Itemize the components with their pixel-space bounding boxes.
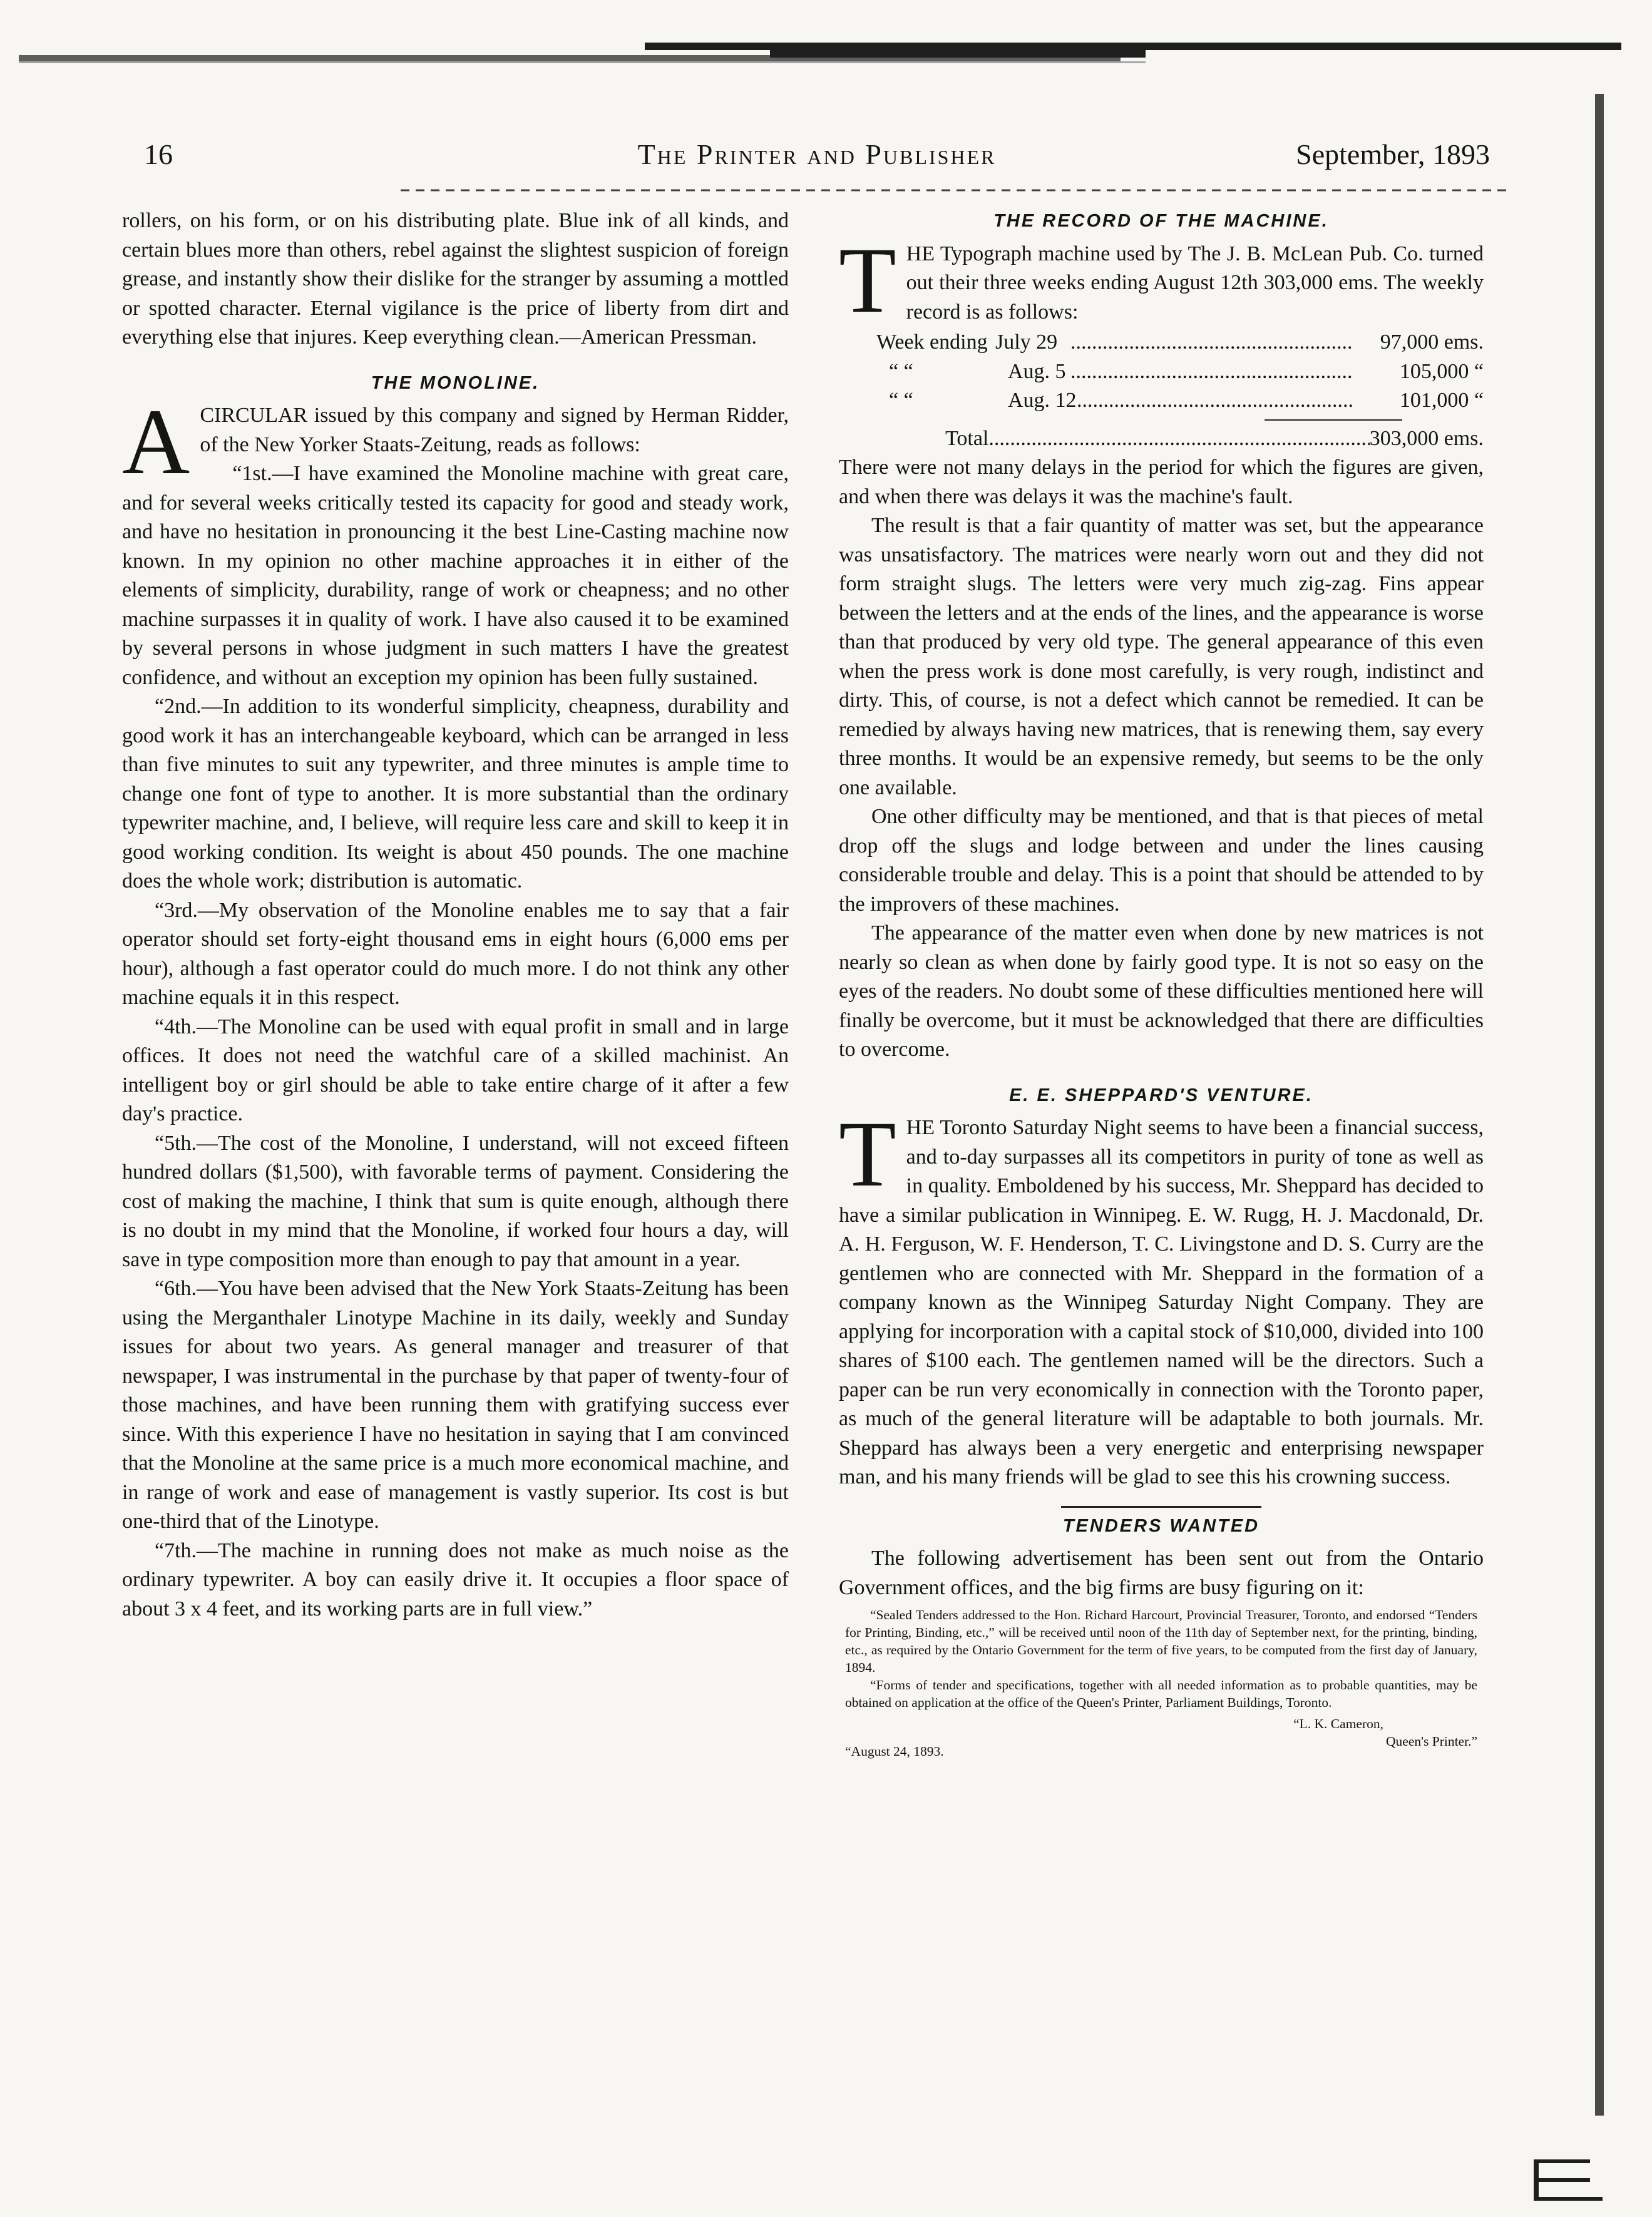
paragraph: “5th.—The cost of the Monoline, I understand, will not exceed fifteen hundred dollars ($1,500), with favorable terms of payment. Considering the cost of making the machine, I think that sum is quite enough, although there is no doubt in my mind that the Monoline, if worked four hours a day, will save in type composition more than enough to pay that amount in a year. [122,1131,789,1271]
header-rule [401,188,1509,193]
scan-edge-bottom [1515,2153,1603,2203]
record-amount: 101,000 “ [1399,389,1484,412]
section-title-monoline: THE MONOLINE. [371,372,540,393]
opening-text: HE Typograph machine used by The J. B. McLean Pub. Co. turned out their three weeks ending August 12th 303,000 ems. The weekly record is as follows: [906,242,1484,324]
tender-advertisement [845,1606,1477,1760]
page-number: 16 [144,138,173,170]
record-row [876,357,1484,387]
continued-paragraph: rollers, on his form, or on his distributing plate. Blue ink of all kinds, and certain blues more than others, rebel against the slightest suspicion of foreign grease, and instantly show their dislike for the stranger by assuming a mottled or spotted character. Eternal vigilance is the price of liberty from dirt and everything else that injures. Keep everything clean.—American Pressman. [122,209,789,349]
paragraph: “7th.—The machine in running does not make as much noise as the ordinary typewriter. A boy can easily drive it. It occupies a floor space of about 3 x 4 feet, and its working parts are in full view.” [122,1539,789,1621]
record-total [945,424,1484,454]
article-text: HE Toronto Saturday Night seems to have been a financial success, and to-day surpasses all its competitors in purity of tone as well as in quality. Emboldened by his success, Mr. Sheppard has decided to have a similar publication in Winnipeg. E. W. Rugg, H. J. Macdonald, Dr. A. H. Ferguson, W. F. Henderson, T. C. Livingstone and D. S. Curry are the gentlemen who are connected with Mr. Sheppard in the formation of a company known as the Winnipeg Saturday Night Company. They are applying for incorporation with a capital stock of $10,000, divided into 100 shares of $100 each. The gentlemen named will be the directors. Such a paper can be run very economically in connection with the Toronto paper, as much of the general literature will be adaptable to both journals. Mr. Sheppard has always been a very energetic and enterprising newspaper man, and his many friends will be glad to see this his crowning success. [839,1116,1484,1488]
section-rule [1061,1506,1261,1508]
record-label: Week ending [876,330,988,354]
opening-text: CIRCULAR issued by this company and signed by Herman Ridder, of the New Yorker Staats-Zeitung, reads as follows: [200,404,789,456]
drop-cap: T [839,1102,896,1206]
ad-date: “August 24, 1893. [845,1744,944,1759]
journal-title: The Printer and Publisher [637,138,997,170]
paragraph: There were not many delays in the period for which the figures are given, and when there was delays it was the machine's fault. [839,456,1484,508]
ad-paragraph: “Forms of tender and specifications, together with all needed information as to probable quantities, may be obtained on application at the office of the Queen's Printer, Parliament Buildings, Toronto. [845,1677,1477,1710]
total-label: Total [945,426,989,450]
ad-signatory-title: Queen's Printer.” [1386,1734,1477,1749]
drop-cap: T [839,228,896,332]
record-row [876,328,1484,357]
record-label: “ “ [889,359,913,383]
section-title-tenders: TENDERS WANTED [1062,1515,1260,1536]
record-amount: 105,000 “ [1399,359,1484,383]
paragraph: The result is that a fair quantity of matter was set, but the appearance was unsatisfactory. The matrices were nearly worn out and they did not form straight slugs. The letters were very much zig-zag. Fins appear between the letters and at the ends of the lines, and the appearance is worse than that produced by very old type. The general appearance of this even when the press work is done most carefully, is very rough, indistinct and dirty. This, of course, is not a defect which cannot be remedied. It can be remedied by always having new matrices, that is renewing them, say every three months. It would be an expensive remedy, but seems to be the only one available. [839,514,1484,799]
record-row [876,386,1484,416]
paragraph: The appearance of the matter even when done by new matrices is not nearly so clean as when done by fairly good type. It is not so easy on the eyes of the readers. No doubt some of these difficulties mentioned here will finally be overcome, but it must be acknowledged that there are difficulties to overcome. [839,921,1484,1061]
paragraph: “4th.—The Monoline can be used with equal profit in small and in large offices. It does not need the watchful care of a skilled machinist. An intelligent boy or girl should be able to take entire charge of it after a few day's practice. [122,1015,789,1125]
paragraph: The following advertisement has been sent out from the Ontario Government offices, and the big firms are busy figuring on it: [839,1547,1484,1599]
running-header [144,138,1490,182]
issue-date: September, 1893 [1296,138,1490,170]
right-column [839,207,1484,1760]
sheppard-article [839,1102,1484,1492]
paragraph: “2nd.—In addition to its wonderful simplicity, cheapness, durability and good work it has an interchangeable keyboard, which can be arranged in less than five minutes to suit any typewriter, and three minutes is ample time to change one font of type to another. It is more substantial than the ordinary typewriter machine, and, I believe, will require less care and skill to keep it in good working condition. Its weight is about 450 pounds. The one machine does the whole work; distribution is automatic. [122,695,789,893]
record-date: Aug. 12 [1008,389,1077,412]
drop-cap: A [122,390,190,494]
paragraph: “6th.—You have been advised that the New York Staats-Zeitung has been using the Merganthaler Linotype Machine in its daily, weekly and Sunday issues for about two years. As general manager and treasurer of that newspaper, I was instrumental in the purchase by that paper of twenty-four of those machines, and have been running them with gratifying success ever since. With this experience I have no hesitation in saying that I am convinced that the Monoline at the same price is a much more economical machine, and in range of work and ease of management is vastly superior. Its cost is but one-third that of the Linotype. [122,1277,789,1533]
weekly-record-table [876,328,1484,416]
paragraph: One other difficulty may be mentioned, and that is that pieces of metal drop off the slugs and lodge between and under the lines causing considerable trouble and delay. This is a point that should be attended to by the improvers of these machines. [839,805,1484,916]
record-opening [839,228,1484,332]
paragraph: “3rd.—My observation of the Monoline enables me to say that a fair operator should set forty-eight thousand ems in eight hours (6,000 ems per hour), although a fast operator could do much more. I do not think any other machine equals it in this respect. [122,898,789,1009]
scan-edge-right [1595,94,1604,2116]
monoline-opening [122,390,789,494]
total-rule [1265,419,1402,421]
record-date: July 29 [995,330,1058,354]
ad-signature [845,1715,1477,1760]
record-date: Aug. 5 [1008,359,1066,383]
left-column [122,207,789,1624]
record-amount: 97,000 ems. [1380,330,1484,354]
ad-signatory: “L. K. Cameron, [1293,1716,1383,1731]
scan-edge-top [19,40,1621,65]
paragraph: “1st.—I have examined the Monoline machine with great care, and for several weeks critically tested its capacity for good and steady work, and have no hesitation in pronouncing it the best Line-Casting machine now known. In my opinion no other machine approaches it in either of the elements of simplicity, durability, range of work or cheapness; and no other machine surpasses it in quality of work. I have also caused it to be examined by several persons in whose judgment in such matters I have the greatest confidence, and without an exception my opinion has been fully sustained. [122,462,789,689]
section-title-sheppard: E. E. SHEPPARD'S VENTURE. [1009,1085,1313,1105]
record-label: “ “ [889,389,913,412]
section-title-record: THE RECORD OF THE MACHINE. [993,211,1329,231]
ad-paragraph: “Sealed Tenders addressed to the Hon. Richard Harcourt, Provincial Treasurer, Toronto, and endorsed “Tenders for Printing, Binding, etc.,” will be received until noon of the 11th day of September next, for the printing, binding, etc., as required by the Ontario Government for the term of five years, to be computed from the first day of January, 1894. [845,1607,1477,1675]
total-amount: 303,000 ems. [1369,426,1484,450]
